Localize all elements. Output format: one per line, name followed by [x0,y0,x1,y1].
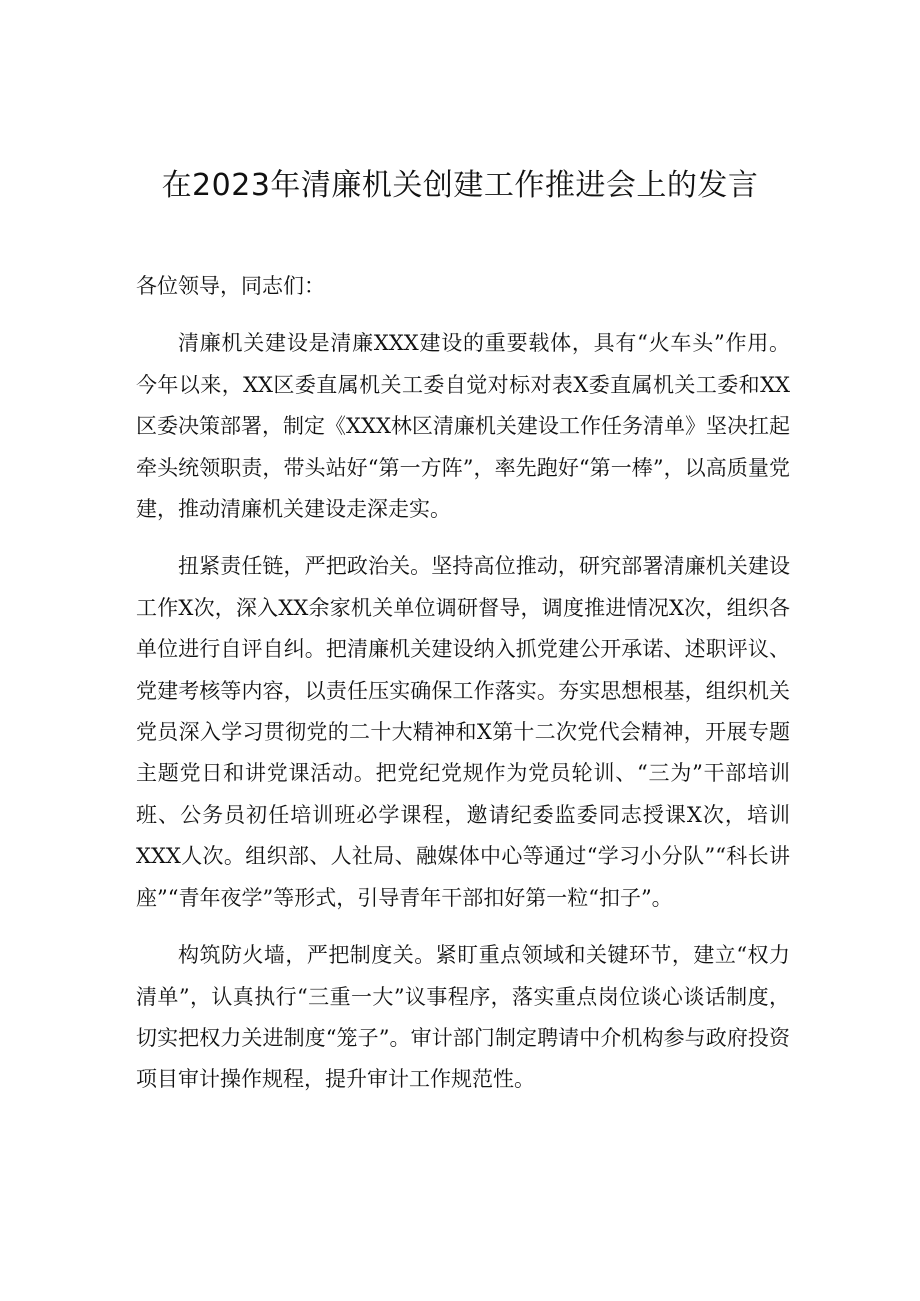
document-body [136,266,790,1117]
paragraph-intro: 清廉机关建设是清廉XXX建设的重要载体，具有“火车头”作用。今年以来，XX区委直属机关工委自觉对标对表X委直属机关工委和XX区委决策部署，制定《XXX林区清廉机关建设工作任务清单》坚决扛起牵头统领职责，带头站好“第一方阵”，率先跑好“第一棒”，以高质量党建，推动清廉机关建设走深走实。 [136,331,790,522]
paragraph-responsibility: 扭紧责任链，严把政治关。坚持高位推动，研究部署清廉机关建设工作X次，深入XX余家机关单位调研督导，调度推进情况X次，组织各单位进行自评自纠。把清廉机关建设纳入抓党建公开承诺、述职评议、党建考核等内容，以责任压实确保工作落实。夯实思想根基，组织机关党员深入学习贯彻党的二十大精神和X第十二次党代会精神，开展专题主题党日和讲党课活动。把党纪党规作为党员轮训、“三为”干部培训班、公务员初任培训班必学课程，邀请纪委监委同志授课X次，培训XXX人次。组织部、人社局、融媒体中心等通过“学习小分队”“科长讲座”“青年夜学”等形式，引导青年干部扣好第一粒“扣子”。 [136,554,790,910]
salutation: 各位领导，同志们： [136,274,325,298]
document-title: 在2023年清廉机关创建工作推进会上的发言 [161,168,759,203]
paragraph-system: 构筑防火墙，严把制度关。紧盯重点领域和关键环节，建立“权力清单”，认真执行“三重一大”议事程序，落实重点岗位谈心谈话制度，切实把权力关进制度“笼子”。审计部门制定聘请中介机构参与政府投资项目审计操作规程，提升审计工作规范性。 [136,943,790,1092]
